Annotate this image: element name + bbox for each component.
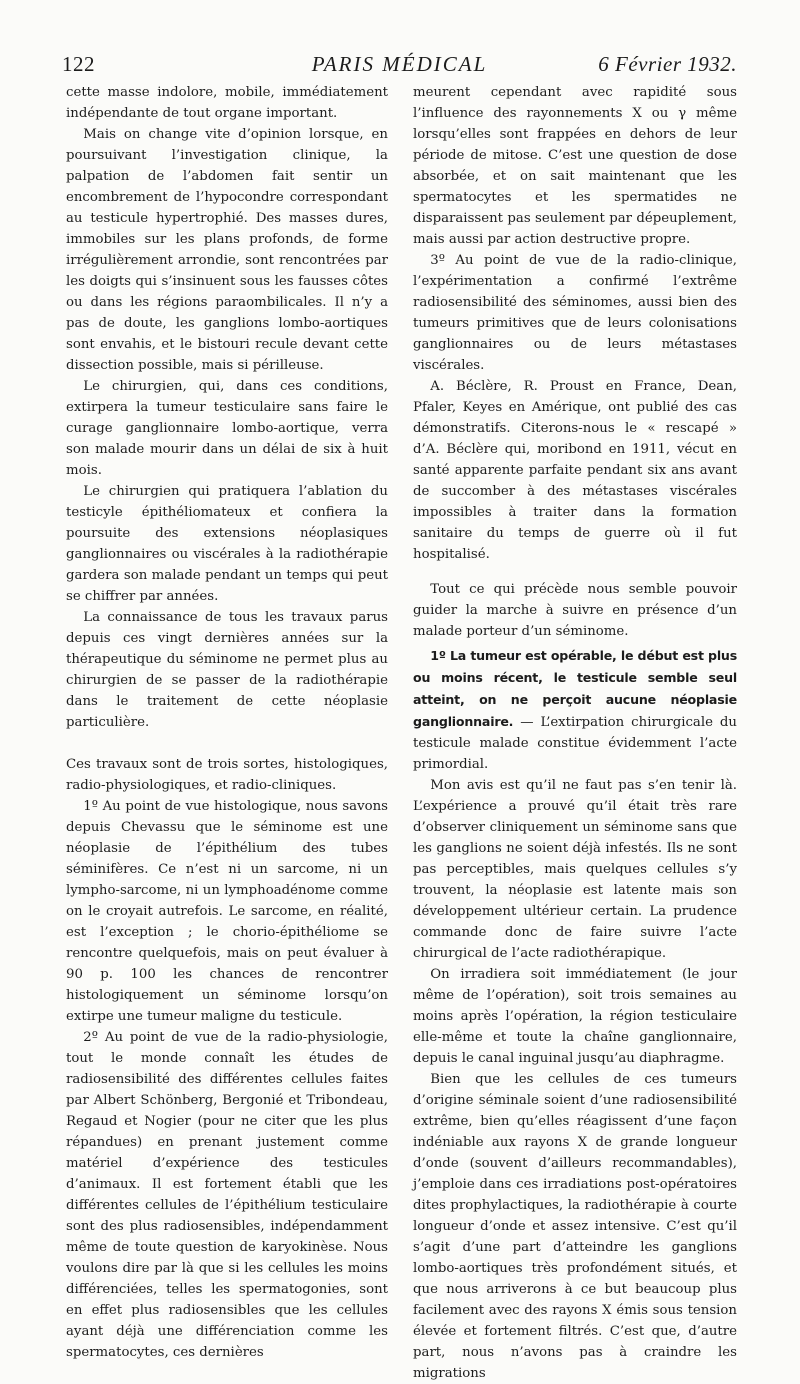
paragraph: 1º Au point de vue histologique, nous savons depuis Chevassu que le séminome est une néoplasie de l’épithélium des tubes séminifères. Ce n’est ni un sarcome, ni un lympho-sarcome, ni un lymphoadénome comme on le croyait autrefois. Le sarcome, en réalité, est l’exception ; le chorio-épithéliome se rencontre quelquefois, mais on peut évaluer à 90 p. 100 les chances de rencontrer histologiquement un séminome lorsqu’on extirpe une tumeur maligne du testicule.	[66, 799, 388, 1024]
section-spacer	[413, 565, 737, 579]
paragraph: Tout ce qui précède nous semble pouvoir guider la marche à suivre en présence d’un malade porteur d’un séminome.	[413, 582, 737, 639]
paragraph: cette masse indolore, mobile, immédiatement indépendante de tout organe important.	[66, 85, 388, 121]
paragraph: On irradiera soit immédiatement (le jour même de l’opération), soit trois semaines au moins après l’opération, la région testiculaire elle-même et toute la chaîne ganglionnaire, depuis le canal inguinal jusqu’au diaphragme.	[413, 967, 737, 1066]
left-column	[66, 82, 388, 1360]
paragraph: Mais on change vite d’opinion lorsque, en poursuivant l’investigation clinique, la palpation de l’abdomen fait sentir un encombrement de l’hypocondre correspondant au testicule hypertrophié. Des masses dures, immobiles sur les plans profonds, de forme irrégulièrement arrondie, sont rencontrées par les doigts qui s’insinuent sous les fausses côtes ou dans les régions paraombilicales. Il n’y a pas de doute, les ganglions lombo-aortiques sont envahis, et le bistouri recule devant cette dissection possible, mais si périlleuse.	[66, 127, 388, 373]
paragraph	[413, 645, 737, 775]
section-spacer	[66, 733, 388, 754]
paragraph-text: — L’extirpation chirurgicale du testicule malade constitue évidemment l’acte primordial.	[413, 715, 737, 772]
paragraph: Ces travaux sont de trois sortes, histologiques, radio-physiologiques, et radio-cliniques.	[66, 757, 388, 793]
paragraph: Bien que les cellules de ces tumeurs d’origine séminale soient d’une radiosensibilité extrême, bien qu’elles réagissent d’une façon indéniable aux rayons X de grande longueur d’onde (souvent d’ailleurs recommandables), j’emploie dans ces irradiations post-opératoires dites prophylactiques, la radiothérapie à courte longueur d’onde et assez intensive. C’est qu’il s’agit d’une part d’atteindre les ganglions lombo-aortiques très profondément situés, et que nous arriverons à ce but beaucoup plus facilement avec des rayons X émis sous tension élevée et fortement filtrés. C’est que, d’autre part, nous n’avons pas à craindre les migrations	[413, 1072, 737, 1381]
page-number: 122	[62, 52, 95, 76]
paragraph: Le chirurgien, qui, dans ces conditions, extirpera la tumeur testiculaire sans faire le curage ganglionnaire lombo-aortique, verra son malade mourir dans un délai de six à huit mois.	[66, 379, 388, 478]
journal-title: PARIS MÉDICAL	[311, 52, 488, 76]
paragraph: 2º Au point de vue de la radio-physiologie, tout le monde connaît les études de radiosensibilité des différentes cellules faites par Albert Schönberg, Bergonié et Tribondeau, Regaud et Nogier (pour ne citer que les plus répandues) en prenant justement comme matériel d’expérience des testicules d’animaux. Il est fortement établi que les différentes cellules de l’épithélium testiculaire sont des plus radiosensibles, indépendamment même de toute question de karyokinèse. Nous voulons dire par là que si les cellules les moins différenciées, telles les spermatogonies, sont en effet plus radiosensibles que les cellules ayant déjà une différenciation comme les spermatocytes, ces dernières	[66, 1030, 388, 1360]
right-column	[413, 82, 737, 1381]
page-header	[62, 52, 737, 76]
paragraph: A. Béclère, R. Proust en France, Dean, Pfaler, Keyes en Amérique, ont publié des cas démonstratifs. Citerons-nous le « rescapé » d’A. Béclère qui, moribond en 1911, vécut en santé apparente parfaite pendant six ans avant de succomber à des métastases viscérales impossibles à traiter dans la formation sanitaire du temps de guerre où il fut hospitalisé.	[413, 379, 737, 562]
paragraph: La connaissance de tous les travaux parus depuis ces vingt dernières années sur la thérapeutique du séminome ne permet plus au chirurgien de se passer de la radiothérapie dans le traitement de cette néoplasie particulière.	[66, 610, 388, 730]
paragraph: 3º Au point de vue de la radio-clinique, l’expérimentation a confirmé l’extrême radiosensibilité des séminomes, aussi bien des tumeurs primitives que de leurs colonisations ganglionnaires ou de leurs métastases viscérales.	[413, 253, 737, 373]
paragraph: Mon avis est qu’il ne faut pas s’en tenir là. L’expérience a prouvé qu’il était très rare d’observer cliniquement un séminome sans que les ganglions ne soient déjà infestés. Ils ne sont pas perceptibles, mais quelques cellules s’y trouvent, la néoplasie est latente mais son développement ultérieur certain. La prudence commande donc de faire suivre l’acte chirurgical de l’acte radiothérapique.	[413, 778, 737, 961]
bold-heading: 1º La tumeur est opérable, le début est plus ou moins récent, le testicule semble seul atteint, on ne perçoit aucune néoplasie ganglionnaire.	[413, 648, 737, 729]
paragraph: meurent cependant avec rapidité sous l’influence des rayonnements X ou γ même lorsqu’elles sont frappées en dehors de leur période de mitose. C’est une question de dose absorbée, et on sait maintenant que les spermatocytes et les spermatides ne disparaissent pas seulement par dépeuplement, mais aussi par action destructive propre.	[413, 85, 737, 247]
issue-date: 6 Février 1932.	[598, 52, 737, 76]
paragraph: Le chirurgien qui pratiquera l’ablation du testicyle épithéliomateux et confiera la poursuite des extensions néoplasiques ganglionnaires ou viscérales à la radiothérapie gardera son malade pendant un temps qui peut se chiffrer par années.	[66, 484, 388, 604]
